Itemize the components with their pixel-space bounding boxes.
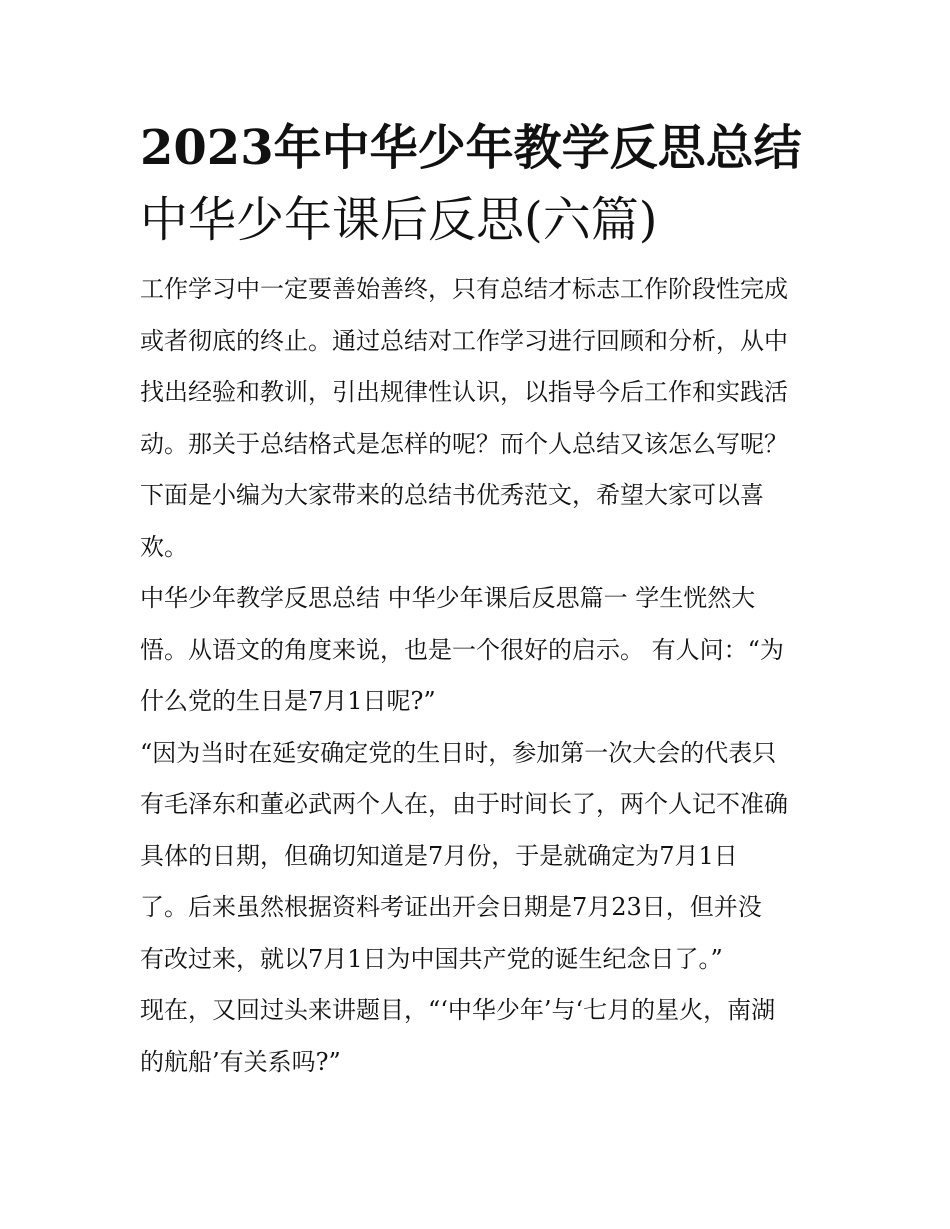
- text-line: 悟。从语文的角度来说，也是一个很好的启示。 有人问：“为: [140, 635, 784, 664]
- text-line: 什么党的生日是7月1日呢?”: [140, 687, 436, 715]
- text-line: 现在，又回过头来讲题目，“‘中华少年’与‘七月的星火，南湖: [140, 996, 776, 1024]
- text-line: 有毛泽东和董必武两个人在，由于时间长了，两个人记不准确: [140, 790, 788, 818]
- closing-paragraph: [140, 985, 812, 1088]
- title-line-2: 中华少年课后反思(六篇): [140, 192, 658, 248]
- text-line: 具体的日期，但确切知道是7月份，于是就确定为7月1日: [140, 841, 738, 870]
- text-line: 了。后来虽然根据资料考证出开会日期是7月23日，但并没: [140, 893, 762, 921]
- text-line: 欢。: [140, 532, 188, 561]
- text-line: 有改过来，就以7月1日为中国共产党的诞生纪念日了。”: [140, 944, 723, 973]
- quote-paragraph: [140, 728, 812, 986]
- section-1-paragraph: [140, 573, 812, 728]
- title-line-1: 2023年中华少年教学反思总结: [140, 120, 802, 176]
- text-line: 动。那关于总结格式是怎样的呢？而个人总结又该怎么写呢？: [140, 429, 788, 458]
- text-line: “因为当时在延安确定党的生日时，参加第一次大会的代表只: [140, 738, 777, 767]
- text-line: 下面是小编为大家带来的总结书优秀范文，希望大家可以喜: [140, 481, 764, 509]
- text-line: 中华少年教学反思总结 中华少年课后反思篇一 学生恍然大: [140, 584, 756, 612]
- document-content: [140, 112, 812, 1088]
- text-line: 的航船’有关系吗?”: [140, 1047, 341, 1076]
- text-line: 工作学习中一定要善始善终，只有总结才标志工作阶段性完成: [140, 275, 788, 303]
- document-title: [140, 112, 812, 256]
- intro-paragraph: [140, 264, 812, 573]
- text-line: 找出经验和教训，引出规律性认识，以指导今后工作和实践活: [140, 378, 788, 406]
- text-line: 或者彻底的终止。通过总结对工作学习进行回顾和分析，从中: [140, 326, 788, 355]
